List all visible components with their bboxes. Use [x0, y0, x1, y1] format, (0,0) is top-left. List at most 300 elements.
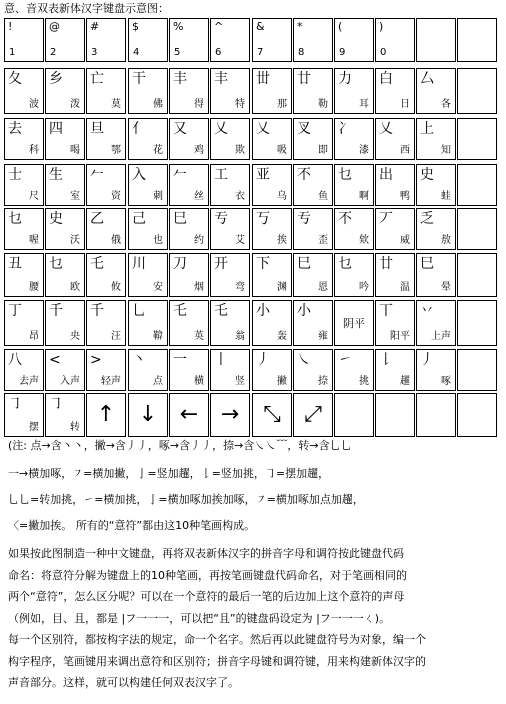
keyboard-key[interactable]: [169, 118, 209, 160]
key-symbol: 千: [49, 303, 63, 319]
keyboard-key[interactable]: [416, 68, 456, 114]
key-label: 轰: [277, 331, 287, 342]
keyboard-key[interactable]: [252, 208, 292, 250]
key-symbol: ㇆: [49, 396, 63, 412]
keyboard-key[interactable]: [334, 208, 374, 250]
keyboard-key[interactable]: [86, 208, 126, 250]
key-symbol: 刀: [173, 256, 187, 272]
key-symbol: 丂: [256, 211, 270, 227]
keyboard-key[interactable]: [210, 164, 250, 206]
paragraph-line: 如果按此图制造一种中文键盘，再将双表新体汉字的拼音字母和调符按此键盘代码: [8, 547, 404, 560]
key-symbol: 巳: [297, 256, 311, 272]
key-label: 资: [111, 191, 121, 202]
keyboard-key[interactable]: [45, 300, 85, 346]
key-label: 安: [153, 282, 163, 293]
keyboard-key[interactable]: [45, 253, 85, 297]
keyboard-key[interactable]: [128, 253, 168, 297]
keyboard-key[interactable]: [86, 118, 126, 160]
key-label: 即: [318, 145, 328, 156]
key-label: 波: [29, 99, 39, 110]
key-label: 勒: [318, 99, 328, 110]
key-symbol: 巳: [420, 256, 434, 272]
key-label: 室: [70, 191, 80, 202]
arrow-key-icon: ←: [179, 402, 199, 427]
keyboard-key[interactable]: [169, 208, 209, 250]
key-symbol: 己: [132, 211, 146, 227]
keyboard-key[interactable]: [375, 68, 415, 114]
key-label: 鸭: [400, 191, 410, 202]
key-symbol: 丰: [214, 71, 228, 87]
key-symbol: 亚: [256, 167, 270, 183]
key-symbol: *: [297, 20, 303, 33]
keyboard-key[interactable]: [293, 164, 333, 206]
keyboard-key[interactable]: [334, 68, 374, 114]
key-symbol: 乂: [256, 121, 270, 137]
key-label: 威: [400, 235, 410, 246]
key-label: 科: [29, 145, 39, 156]
key-symbol: 开: [214, 256, 228, 272]
keyboard-key[interactable]: [210, 208, 250, 250]
keyboard-key[interactable]: [4, 118, 44, 160]
keyboard-key[interactable]: [375, 208, 415, 250]
paragraph-line: 声音部分。这样，就可以构建任何双表汉字了。: [8, 676, 239, 689]
key-symbol: @: [49, 20, 60, 33]
key-symbol: 力: [338, 71, 352, 87]
key-label: 欺: [235, 145, 245, 156]
keyboard-key[interactable]: [210, 118, 250, 160]
key-label: 欧: [70, 282, 80, 293]
key-label: 摆: [29, 422, 39, 433]
keyboard-key[interactable]: [4, 68, 44, 114]
key-label: 点: [153, 376, 163, 387]
key-symbol: 八: [8, 352, 22, 368]
key-label: 昂: [29, 331, 39, 342]
key-symbol: <: [49, 352, 61, 368]
key-symbol: 小: [297, 303, 311, 319]
keyboard-key[interactable]: [45, 393, 85, 437]
keyboard-key[interactable]: [86, 300, 126, 346]
key-label: 乌: [277, 191, 287, 202]
key-symbol: 上: [420, 121, 434, 137]
key-symbol: 厶: [420, 71, 434, 87]
keyboard-key[interactable]: [375, 300, 415, 346]
arrow-key-icon: ⤡: [263, 402, 281, 427]
key-symbol: 乜: [338, 167, 352, 183]
key-label: 4: [133, 47, 140, 58]
keyboard-key[interactable]: [128, 68, 168, 114]
keyboard-key[interactable]: [293, 300, 333, 346]
key-symbol: 又: [173, 121, 187, 137]
keyboard-key[interactable]: [4, 208, 44, 250]
keyboard-key[interactable]: [86, 68, 126, 114]
keyboard-key[interactable]: [4, 393, 44, 437]
keyboard-key[interactable]: [45, 208, 85, 250]
note-line: 〈=撇加挨。 所有的“意符”都由这10种笔画构成。: [8, 519, 256, 532]
key-symbol: 丆: [379, 211, 393, 227]
key-label: 3: [91, 47, 98, 58]
page-title: 意、音双表新体汉字键盘示意图：: [4, 2, 169, 15]
keyboard-key[interactable]: [45, 18, 85, 62]
key-label: 晕: [441, 282, 451, 293]
keyboard-key[interactable]: [416, 253, 456, 297]
keyboard-key[interactable]: [86, 253, 126, 297]
keyboard-key[interactable]: [416, 18, 456, 62]
key-symbol: 亐: [214, 211, 228, 227]
keyboard-key[interactable]: [252, 300, 292, 346]
keyboard-key[interactable]: [457, 68, 497, 114]
key-label: 去声: [19, 376, 39, 387]
keyboard-key[interactable]: [210, 300, 250, 346]
key-symbol: 不: [297, 167, 311, 183]
key-label: 特: [235, 99, 245, 110]
key-symbol: 亡: [90, 71, 104, 87]
key-symbol: 丗: [256, 71, 270, 87]
key-label: 温: [400, 282, 410, 293]
keyboard-key[interactable]: [293, 18, 333, 62]
keyboard-key[interactable]: [128, 118, 168, 160]
paragraph-line: 构字程序，笔画键用来调出意符和区别符；拼音字母键和调符键，用来构建新体汉字的: [8, 654, 426, 668]
keyboard-key[interactable]: [457, 208, 497, 250]
key-symbol: 下: [256, 256, 270, 272]
keyboard-key[interactable]: [375, 164, 415, 206]
key-label: 约: [194, 235, 204, 246]
arrow-key-icon: ⤢: [304, 402, 322, 427]
keyboard-key[interactable]: [252, 164, 292, 206]
key-label: 恩: [318, 282, 328, 293]
keyboard-key[interactable]: [169, 393, 209, 437]
keyboard-key[interactable]: [4, 18, 44, 62]
key-label: 吸: [277, 145, 287, 156]
arrow-key-icon: ↓: [138, 402, 158, 427]
key-label: 啊: [359, 191, 369, 202]
keyboard-key[interactable]: [210, 68, 250, 114]
key-symbol: 冫: [338, 121, 352, 137]
key-label: 2: [50, 47, 57, 58]
keyboard-key[interactable]: [252, 68, 292, 114]
key-label: 鄂: [111, 145, 121, 156]
key-symbol: 亻: [132, 121, 146, 137]
keyboard-key[interactable]: [416, 393, 456, 437]
keyboard-key[interactable]: [128, 164, 168, 206]
key-symbol: ㇆: [8, 396, 22, 412]
keyboard-key[interactable]: [169, 164, 209, 206]
key-symbol: 乏: [420, 211, 434, 227]
key-label: 渊: [277, 282, 287, 293]
key-symbol: 乙: [90, 211, 104, 227]
keyboard-key[interactable]: [4, 164, 44, 206]
key-label: 丝: [194, 191, 204, 202]
key-symbol: 川: [132, 256, 146, 272]
key-symbol: 乡: [49, 71, 63, 87]
key-label: 汪: [111, 331, 121, 342]
key-symbol: 史: [420, 167, 434, 183]
keyboard-key[interactable]: [45, 118, 85, 160]
key-label: 轻声: [101, 376, 121, 387]
paragraph-line: （例如，目、且，都是 |フ一一一，可以把“且”的键盘码设定为 |フ一一一ㄑ)。: [8, 611, 391, 625]
keyboard-key[interactable]: [334, 393, 374, 437]
keyboard-key[interactable]: [457, 393, 497, 437]
key-symbol: $: [132, 20, 139, 33]
key-symbol: 乜: [338, 256, 352, 272]
key-label: 也: [153, 235, 163, 246]
key-symbol: %: [173, 20, 184, 33]
keyboard-key[interactable]: [457, 118, 497, 160]
keyboard-key[interactable]: [252, 18, 292, 62]
key-symbol: 四: [49, 121, 63, 137]
key-symbol: 去: [8, 121, 22, 137]
key-label: 泼: [70, 99, 80, 110]
key-label: 艾: [235, 235, 245, 246]
key-label: 花: [153, 145, 163, 156]
key-symbol: 小: [256, 303, 270, 319]
keyboard-key[interactable]: [375, 253, 415, 297]
key-symbol: 廿: [297, 71, 311, 87]
keyboard-key[interactable]: [86, 349, 126, 391]
note-line: 一→横加啄，㇇=横加撇，亅=竖加趯，𠄌=竖加挑，㇆=摆加趯，: [8, 467, 330, 480]
key-symbol: 丑: [8, 256, 22, 272]
keyboard-key[interactable]: [252, 118, 292, 160]
paragraph-line: 命名：将意符分解为键盘上的10种笔画，再按笔画键盘代码命名，对于笔画相同的: [8, 568, 407, 582]
keyboard-key[interactable]: [375, 349, 415, 391]
keyboard-key[interactable]: [416, 300, 456, 346]
keyboard-key[interactable]: [252, 349, 292, 391]
keyboard-key[interactable]: [457, 164, 497, 206]
key-symbol: 白: [379, 71, 393, 87]
key-symbol: 不: [338, 211, 352, 227]
keyboard-key[interactable]: [169, 349, 209, 391]
key-symbol: 丅: [379, 303, 393, 319]
keyboard-key[interactable]: [293, 349, 333, 391]
key-symbol: 丶: [132, 352, 146, 368]
key-symbol: !: [8, 20, 13, 33]
note-line: 乚乚=转加挑，㇀=横加挑，亅=横加啄加挨加啄，㇇=横加啄加点加趯，: [8, 493, 364, 506]
key-symbol: 千: [90, 303, 104, 319]
keyboard-key[interactable]: [334, 18, 374, 62]
key-label: 沃: [70, 235, 80, 246]
arrow-key-icon: →: [220, 402, 240, 427]
keyboard-key[interactable]: [334, 118, 374, 160]
key-label: 英: [194, 331, 204, 342]
key-label: 烟: [194, 282, 204, 293]
key-symbol: 丿: [256, 352, 270, 368]
key-label: 入声: [60, 376, 80, 387]
key-symbol: 入: [132, 167, 146, 183]
key-symbol: 亐: [297, 211, 311, 227]
key-label: 攸: [111, 282, 121, 293]
keyboard-key[interactable]: [86, 18, 126, 62]
keyboard-key[interactable]: [86, 164, 126, 206]
keyboard-key[interactable]: [293, 208, 333, 250]
keyboard-key[interactable]: [293, 68, 333, 114]
key-label: 鱼: [318, 191, 328, 202]
key-label: 5: [174, 47, 181, 58]
key-symbol: 𠂉: [173, 167, 187, 183]
keyboard-key[interactable]: [86, 393, 126, 437]
key-symbol: 旦: [90, 121, 104, 137]
key-label: 得: [194, 99, 204, 110]
key-label: 翁: [235, 331, 245, 342]
keyboard-key[interactable]: [293, 393, 333, 437]
keyboard-key[interactable]: [416, 349, 456, 391]
arrow-key-icon: ↑: [96, 402, 116, 427]
keyboard-key[interactable]: [4, 300, 44, 346]
key-label: 尺: [29, 191, 39, 202]
key-label: 雍: [318, 331, 328, 342]
key-symbol: ): [379, 20, 384, 33]
key-label: 阴平: [343, 317, 365, 330]
keyboard-key[interactable]: [416, 208, 456, 250]
keyboard-key[interactable]: [252, 393, 292, 437]
key-label: 6: [215, 47, 222, 58]
key-label: 捺: [318, 376, 328, 387]
key-symbol: 出: [379, 167, 393, 183]
key-symbol: 乂: [214, 121, 228, 137]
key-label: 佛: [153, 99, 163, 110]
key-label: 竖: [235, 376, 245, 387]
paragraph-line: 两个“意符”，怎么区分呢？可以在一个意符的最后一笔的后边加上这个意符的声母: [8, 590, 405, 603]
key-label: 刺: [153, 191, 163, 202]
note-line: (注: 点→含丶丶，撇→含丿丿，啄→含丿丿，捺→含㇏㇏﹋，转→含乚乚: [8, 439, 352, 452]
keyboard-key[interactable]: [128, 208, 168, 250]
key-label: 俄: [111, 235, 121, 246]
key-symbol: 丨: [214, 352, 228, 368]
keyboard-key[interactable]: [416, 164, 456, 206]
key-symbol: &: [256, 20, 265, 33]
keyboard-key[interactable]: [169, 68, 209, 114]
keyboard-key[interactable]: [169, 18, 209, 62]
keyboard-key[interactable]: [210, 18, 250, 62]
key-label: 蛙: [441, 191, 451, 202]
key-label: 腰: [29, 282, 39, 293]
key-label: 转: [70, 422, 80, 433]
key-symbol: 乇: [90, 256, 104, 272]
keyboard-key[interactable]: [210, 393, 250, 437]
keyboard-key[interactable]: [4, 253, 44, 297]
keyboard-grid: [4, 18, 502, 433]
keyboard-key[interactable]: [457, 253, 497, 297]
key-symbol: 丿: [420, 352, 434, 368]
keyboard-key[interactable]: [293, 118, 333, 160]
keyboard-key[interactable]: [375, 118, 415, 160]
key-label: 撇: [277, 376, 287, 387]
key-symbol: 士: [8, 167, 22, 183]
key-label: 喔: [29, 235, 39, 246]
key-symbol: 生: [49, 167, 63, 183]
key-symbol: #: [90, 20, 100, 33]
key-symbol: 史: [49, 211, 63, 227]
keyboard-key[interactable]: [457, 18, 497, 62]
key-symbol: 巳: [173, 211, 187, 227]
key-label: 啄: [441, 376, 451, 387]
key-symbol: ㇏: [297, 352, 311, 368]
keyboard-key[interactable]: [210, 349, 250, 391]
keyboard-key[interactable]: [45, 164, 85, 206]
key-symbol: (: [338, 20, 343, 33]
key-label: 衣: [235, 191, 245, 202]
key-label: 阳平: [390, 331, 410, 342]
key-label: 0: [380, 47, 387, 58]
key-label: 8: [298, 47, 305, 58]
key-symbol: ^: [214, 20, 224, 33]
key-label: 央: [70, 331, 80, 342]
keyboard-key[interactable]: [128, 18, 168, 62]
key-symbol: 乜: [49, 256, 63, 272]
keyboard-key[interactable]: [416, 118, 456, 160]
keyboard-key[interactable]: [334, 349, 374, 391]
keyboard-key[interactable]: [128, 393, 168, 437]
key-symbol: 丁: [8, 303, 22, 319]
key-label: 鞥: [153, 331, 163, 342]
keyboard-key[interactable]: [4, 349, 44, 391]
key-symbol: 𠂉: [90, 167, 104, 183]
keyboard-key[interactable]: [334, 300, 374, 346]
key-symbol: 乇: [214, 303, 228, 319]
key-label: 挨: [277, 235, 287, 246]
keyboard-key[interactable]: [293, 253, 333, 297]
key-label: 弯: [235, 282, 245, 293]
key-symbol: 干: [132, 71, 146, 87]
key-symbol: 丷: [420, 303, 434, 319]
key-symbol: 一: [173, 352, 187, 368]
key-symbol: 工: [214, 167, 228, 183]
keyboard-key[interactable]: [252, 253, 292, 297]
key-label: 西: [400, 145, 410, 156]
keyboard-key[interactable]: [334, 253, 374, 297]
key-label: 漆: [359, 145, 369, 156]
key-label: 趯: [400, 376, 410, 387]
key-symbol: 乜: [8, 211, 22, 227]
keyboard-key[interactable]: [128, 300, 168, 346]
key-label: 耳: [359, 99, 369, 110]
paragraph-line: 每一个区别符，都按构字法的规定，命一个名字。然后再以此键盘符号为对象，编一个: [8, 633, 426, 646]
key-label: 上声: [431, 331, 451, 342]
keyboard-key[interactable]: [375, 18, 415, 62]
key-symbol: 乂: [379, 121, 393, 137]
key-label: 横: [194, 376, 204, 387]
keyboard-key[interactable]: [169, 253, 209, 297]
keyboard-key[interactable]: [457, 300, 497, 346]
key-symbol: 叉: [297, 121, 311, 137]
key-label: 敖: [441, 235, 451, 246]
key-label: 7: [257, 47, 264, 58]
key-label: 那: [277, 99, 287, 110]
key-symbol: 廿: [379, 256, 393, 272]
key-label: 9: [339, 47, 346, 58]
keyboard-key[interactable]: [45, 349, 85, 391]
keyboard-key[interactable]: [128, 349, 168, 391]
key-symbol: 夂: [8, 71, 22, 87]
key-label: 各: [441, 99, 451, 110]
key-label: 莫: [111, 99, 121, 110]
key-label: 知: [441, 145, 451, 156]
keyboard-key[interactable]: [210, 253, 250, 297]
key-label: 吟: [359, 282, 369, 293]
keyboard-key[interactable]: [45, 68, 85, 114]
keyboard-key[interactable]: [169, 300, 209, 346]
keyboard-key[interactable]: [334, 164, 374, 206]
key-label: 欸: [359, 235, 369, 246]
key-symbol: 丰: [173, 71, 187, 87]
key-label: 1: [9, 47, 16, 58]
keyboard-key[interactable]: [457, 349, 497, 391]
key-label: 日: [400, 99, 410, 110]
key-symbol: >: [90, 352, 102, 368]
key-label: 歪: [318, 235, 328, 246]
key-label: 挑: [359, 376, 369, 387]
keyboard-key[interactable]: [375, 393, 415, 437]
key-symbol: 𠄌: [379, 352, 393, 368]
key-symbol: 乇: [173, 303, 187, 319]
